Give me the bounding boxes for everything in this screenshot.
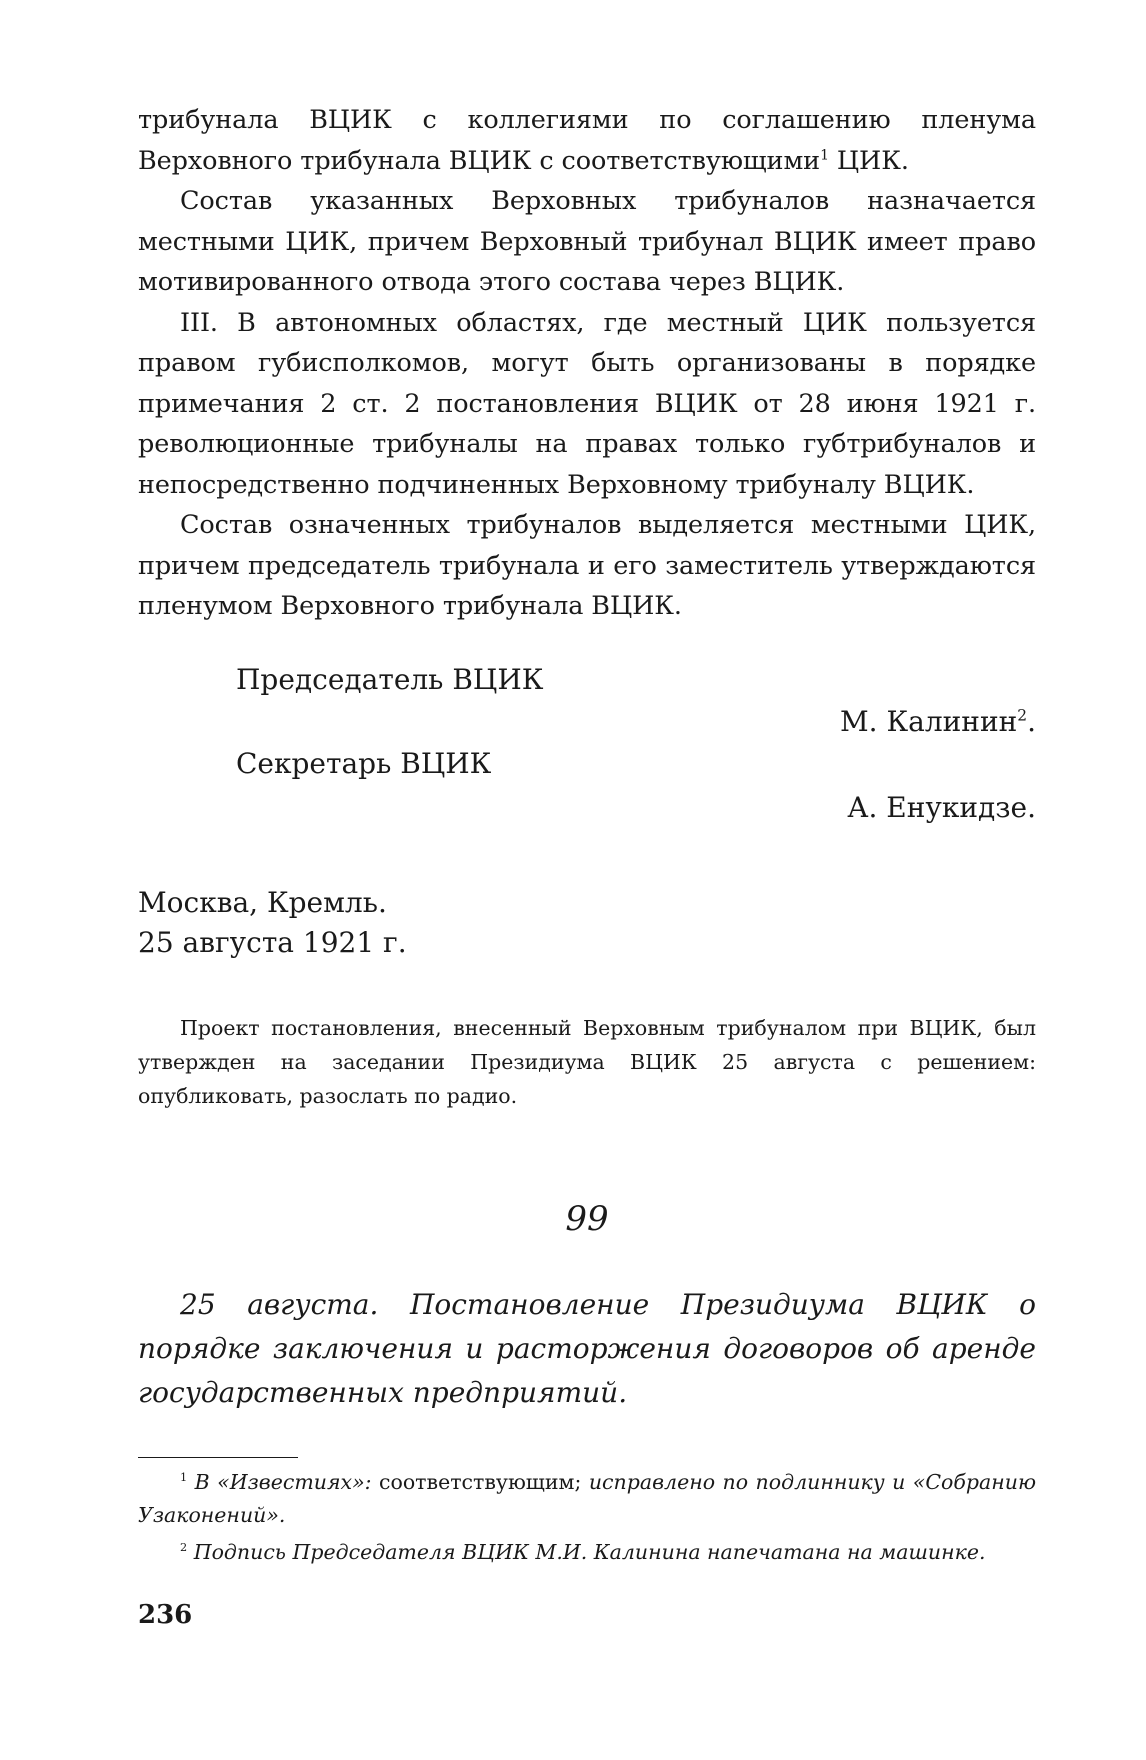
paragraph-1-end: ЦИК. — [828, 145, 909, 176]
document-number: 99 — [565, 1198, 609, 1239]
document-title: 25 августа. Постановление Президиума ВЦИК о порядке заключения и расторжения договоров об аренде государственных предприятий. — [138, 1287, 1036, 1409]
signature-block — [138, 663, 1036, 853]
footnote-1-part2: соответствующим; — [379, 1469, 589, 1494]
footnote-divider — [138, 1457, 298, 1458]
signature-name-chairman — [840, 705, 1036, 738]
paragraph-3: III. В автономных областях, где местный ЦИК пользуется правом губисполкомов, могут быть организованы в порядке примечания 2 ст. 2 постановления ВЦИК от 28 июня 1921 г. революционные трибуналы на правах только губтрибуналов и непосредственно подчиненных Верховному трибуналу ВЦИК. — [138, 307, 1036, 500]
footnote-1-mark: 1 — [180, 1470, 188, 1484]
footnote-2-text: Подпись Председателя ВЦИК М.И. Калинина напечатана на машинке. — [193, 1539, 986, 1564]
footnote-1-part3: исправлено по подлиннику и «Собранию Узаконений». — [138, 1469, 1036, 1527]
editorial-note: Проект постановления, внесенный Верховным трибуналом при ВЦИК, был утвержден на заседании Президиума ВЦИК 25 августа с решением: опубликовать, разослать по радио. — [138, 1015, 1036, 1108]
date: 25 августа 1921 г. — [138, 925, 407, 959]
paragraph-1 — [138, 100, 1036, 181]
footnotes — [138, 1466, 1036, 1569]
footnote-ref-1: 1 — [820, 147, 829, 163]
footnote-2 — [138, 1536, 1036, 1569]
signature-role-secretary: Секретарь ВЦИК — [236, 746, 492, 780]
footnote-ref-2: 2 — [1017, 706, 1028, 725]
paragraph-2: Состав указанных Верховных трибуналов назначается местными ЦИК, причем Верховный трибунал ВЦИК имеет право мотивированного отвода этого состава через ВЦИК. — [138, 186, 1036, 297]
chairman-name-end: . — [1027, 704, 1036, 738]
footnote-2-mark: 2 — [180, 1540, 188, 1554]
paragraph-4: Состав означенных трибуналов выделяется местными ЦИК, причем председатель трибунала и его заместитель утверждаются пленумом Верховного трибунала ВЦИК. — [138, 510, 1036, 621]
page-number: 236 — [138, 1600, 193, 1630]
footnote-1 — [138, 1466, 1036, 1532]
signature-name-secretary: А. Енукидзе. — [847, 790, 1036, 824]
paragraph-1-text: трибунала ВЦИК с коллегиями по соглашению пленума Верховного трибунала ВЦИК с соответствующими — [138, 105, 1036, 176]
signature-role-chairman: Председатель ВЦИК — [236, 662, 544, 696]
document-page — [138, 100, 1036, 1573]
place: Москва, Кремль. — [138, 885, 387, 919]
body-text — [138, 100, 1036, 627]
place-date — [138, 883, 1036, 963]
chairman-name-text: М. Калинин — [840, 704, 1018, 738]
footnote-1-part1: В «Известиях»: — [194, 1469, 380, 1494]
